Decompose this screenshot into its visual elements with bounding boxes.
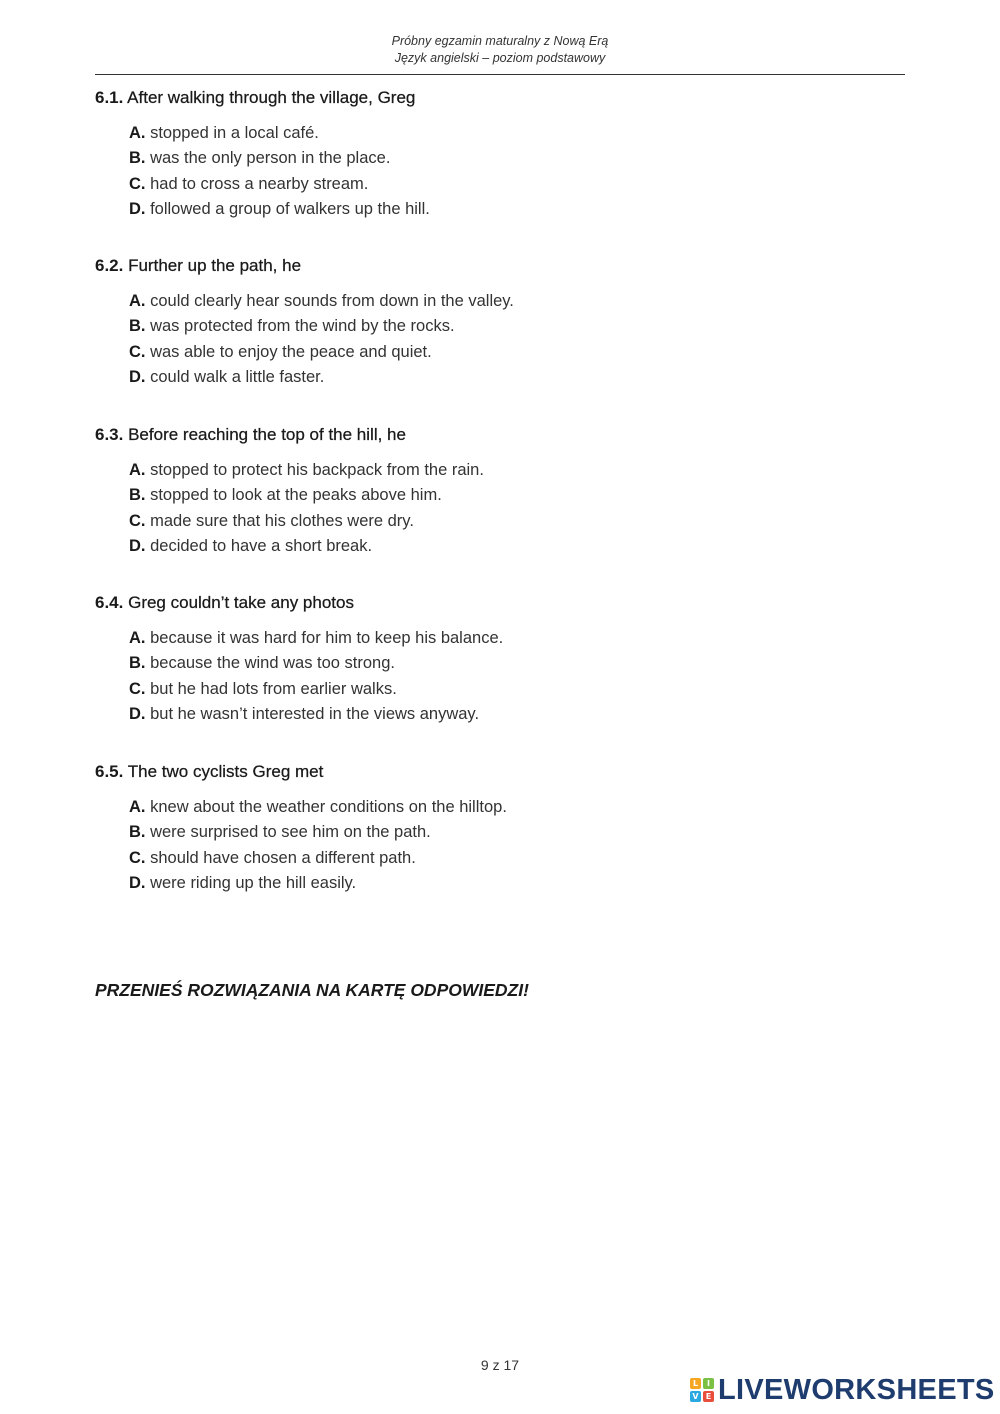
question-text: Greg couldn’t take any photos	[128, 593, 354, 612]
question-stem	[95, 424, 895, 446]
answer-option-c[interactable]	[129, 509, 895, 534]
header-subject-level: Język angielski – poziom podstawowy	[394, 51, 606, 65]
answer-option-c[interactable]	[129, 340, 895, 365]
page-number: 9 z 17	[480, 1357, 520, 1373]
option-letter: C.	[129, 511, 146, 530]
option-text: had to cross a nearby stream.	[150, 174, 369, 193]
answer-option-c[interactable]	[129, 677, 895, 702]
liveworksheets-icon	[690, 1378, 714, 1402]
answer-option-b[interactable]	[129, 483, 895, 508]
option-text: but he had lots from earlier walks.	[150, 679, 397, 698]
option-text: knew about the weather conditions on the hilltop.	[150, 798, 507, 816]
transfer-answers-note: PRZENIEŚ ROZWIĄZANIA NA KARTĘ ODPOWIEDZI!	[95, 980, 529, 1000]
option-text: should have chosen a different path.	[150, 848, 416, 867]
answer-option-d[interactable]	[129, 871, 895, 896]
option-letter: B.	[129, 317, 146, 336]
option-letter: C.	[129, 848, 146, 867]
answer-option-a[interactable]	[129, 458, 895, 483]
question-stem	[95, 592, 895, 614]
answer-option-b[interactable]	[129, 820, 895, 845]
option-letter: B.	[129, 149, 146, 168]
logo-tile-v: V	[690, 1391, 701, 1402]
answer-option-b[interactable]	[129, 146, 895, 171]
option-text: were surprised to see him on the path.	[150, 823, 431, 842]
question-text: After walking through the village, Greg	[127, 88, 416, 107]
question-6-4	[95, 592, 895, 727]
answer-options	[129, 626, 895, 727]
option-text: could walk a little faster.	[150, 367, 325, 386]
answer-option-a[interactable]	[129, 121, 895, 146]
answer-option-d[interactable]	[129, 702, 895, 727]
option-text: made sure that his clothes were dry.	[150, 511, 414, 530]
option-letter: C.	[129, 342, 146, 361]
question-text: Further up the path, he	[128, 256, 302, 275]
liveworksheets-logo[interactable]	[690, 1374, 995, 1406]
answer-option-b[interactable]	[129, 314, 895, 339]
option-letter: B.	[129, 823, 146, 842]
option-letter: D.	[129, 704, 146, 723]
answer-options	[129, 121, 895, 222]
option-letter: A.	[129, 292, 146, 310]
page-header	[95, 33, 905, 67]
option-text: decided to have a short break.	[150, 536, 373, 555]
answer-option-d[interactable]	[129, 534, 895, 559]
option-letter: C.	[129, 679, 146, 698]
answer-option-a[interactable]	[129, 289, 895, 314]
option-text: but he wasn’t interested in the views anyway.	[150, 704, 480, 723]
answer-options	[129, 458, 895, 559]
question-number: 6.3.	[95, 425, 124, 444]
option-letter: D.	[129, 536, 146, 555]
question-6-3	[95, 424, 895, 559]
question-stem	[95, 761, 895, 783]
logo-tile-i: I	[703, 1378, 714, 1389]
question-number: 6.1.	[95, 88, 124, 107]
option-text: was the only person in the place.	[150, 149, 391, 168]
answer-option-b[interactable]	[129, 651, 895, 676]
answer-option-c[interactable]	[129, 846, 895, 871]
option-text: stopped to look at the peaks above him.	[150, 486, 442, 505]
option-text: was protected from the wind by the rocks.	[150, 317, 455, 336]
option-letter: A.	[129, 629, 146, 647]
question-text: Before reaching the top of the hill, he	[128, 425, 406, 444]
option-text: stopped in a local café.	[150, 124, 319, 142]
answer-options	[129, 289, 895, 390]
option-text: followed a group of walkers up the hill.	[150, 199, 430, 218]
option-letter: D.	[129, 199, 146, 218]
header-divider	[95, 74, 905, 75]
question-stem	[95, 255, 895, 277]
question-number: 6.2.	[95, 256, 124, 275]
question-stem	[95, 87, 895, 109]
header-exam-title: Próbny egzamin maturalny z Nową Erą	[391, 34, 609, 48]
option-letter: A.	[129, 798, 146, 816]
option-letter: D.	[129, 873, 146, 892]
option-letter: A.	[129, 461, 146, 479]
question-text: The two cyclists Greg met	[127, 762, 324, 781]
logo-tile-e: E	[703, 1391, 714, 1402]
question-number: 6.5.	[95, 762, 124, 781]
answer-options	[129, 795, 895, 896]
option-text: were riding up the hill easily.	[150, 873, 357, 892]
option-letter: D.	[129, 367, 146, 386]
option-text: was able to enjoy the peace and quiet.	[150, 342, 432, 361]
option-letter: C.	[129, 174, 146, 193]
option-letter: B.	[129, 486, 146, 505]
option-text: because the wind was too strong.	[150, 654, 395, 673]
question-6-2	[95, 255, 895, 390]
answer-option-c[interactable]	[129, 172, 895, 197]
answer-option-a[interactable]	[129, 626, 895, 651]
question-number: 6.4.	[95, 593, 124, 612]
option-letter: A.	[129, 124, 146, 142]
logo-tile-l: L	[690, 1378, 701, 1389]
option-letter: B.	[129, 654, 146, 673]
question-6-1	[95, 87, 895, 222]
option-text: because it was hard for him to keep his balance.	[150, 629, 504, 647]
question-6-5	[95, 761, 895, 896]
answer-option-a[interactable]	[129, 795, 895, 820]
option-text: stopped to protect his backpack from the rain.	[150, 461, 484, 479]
answer-option-d[interactable]	[129, 365, 895, 390]
answer-option-d[interactable]	[129, 197, 895, 222]
liveworksheets-wordmark: LIVEWORKSHEETS	[718, 1373, 995, 1406]
option-text: could clearly hear sounds from down in the valley.	[150, 292, 514, 310]
